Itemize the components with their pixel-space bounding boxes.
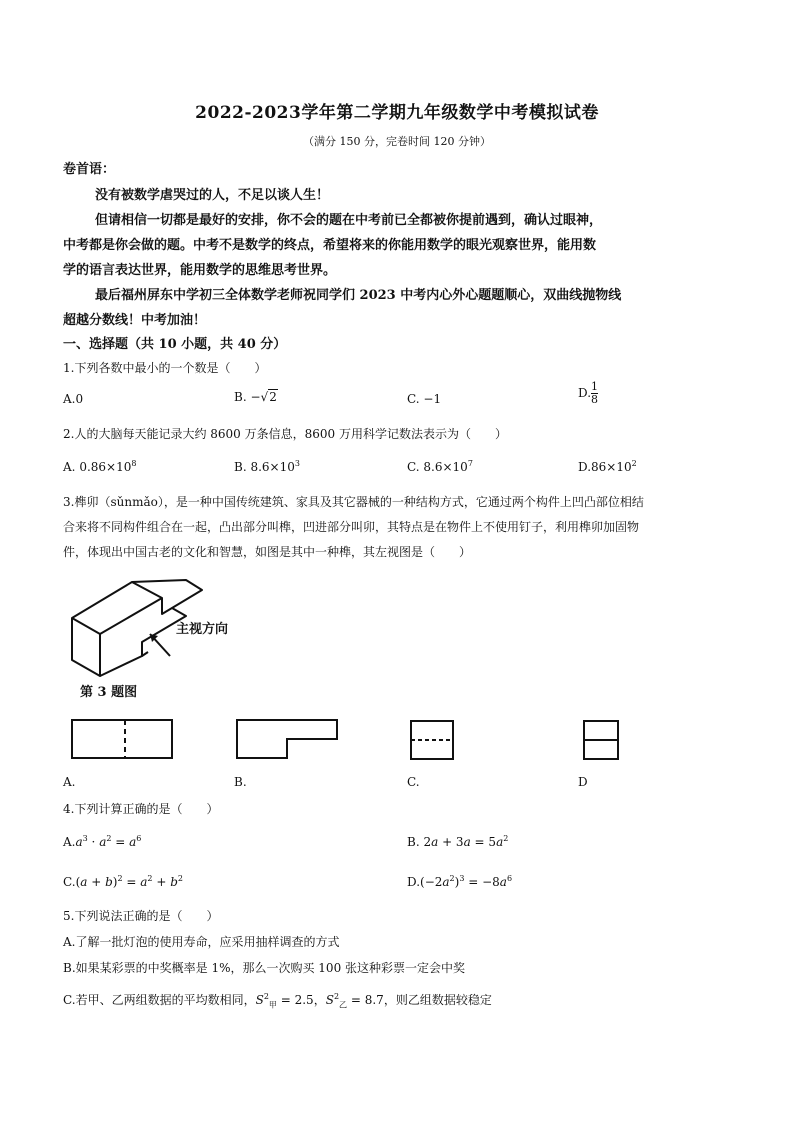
preface-line: 没有被数学虐哭过的人，不足以谈人生！ bbox=[95, 188, 330, 203]
q5-option-c: C.若甲、乙两组数据的平均数相同，$S^2_甲 = 2.5$，$S^2_乙 = 8.7$，则乙组数据较稳定 bbox=[63, 992, 492, 1010]
preface-line: 学的语言表达世界，能用数学的思维思考世界。 bbox=[63, 263, 337, 278]
q4-option-c: $C.(a + b)^2 = a^2 + b^2$ bbox=[63, 874, 183, 889]
tenon-figure bbox=[62, 576, 262, 686]
q2-option-a: A. $0.86\times 10^8$ bbox=[63, 459, 137, 474]
preface-line: 超越分数线！中考加油！ bbox=[63, 313, 207, 328]
q2-option-d: $D.86\times 10^2$ bbox=[578, 459, 637, 474]
section-heading: 一、选择题（共 10 小题，共 40 分） bbox=[63, 337, 287, 352]
preface-line: 但请相信一切都是最好的安排，你不会的题在中考前已全都被你提前遇到，确认过眼神， bbox=[95, 213, 603, 228]
question-1-stem: 1.下列各数中最小的一个数是（ ） bbox=[63, 361, 267, 375]
q3-option-d-figure bbox=[582, 719, 622, 761]
figure-caption: 第 3 题图 bbox=[80, 685, 138, 700]
q3-option-a-label: A. bbox=[63, 775, 76, 789]
page-title: 2022-2023学年第二学期九年级数学中考模拟试卷 bbox=[195, 103, 599, 123]
preface-line: 最后福州屏东中学初三全体数学老师祝同学们 2023 中考内心外心题题顺心，双曲线抛物线 bbox=[95, 288, 622, 303]
q4-option-b: B. $2a + 3a = 5a^2$ bbox=[407, 834, 509, 849]
q1-option-b: B. −√2 bbox=[234, 390, 277, 404]
q1-option-c: C. −1 bbox=[407, 392, 442, 406]
q3-option-a-figure bbox=[70, 717, 174, 761]
q3-option-b-label: B. bbox=[234, 775, 247, 789]
question-3-stem: 件，体现出中国古老的文化和智慧，如图是其中一种榫，其左视图是（ ） bbox=[63, 545, 472, 559]
page-subtitle: （满分 150 分，完卷时间 120 分钟） bbox=[303, 135, 491, 148]
q1-option-d: D. $\frac{1}{8}$ bbox=[578, 380, 599, 406]
preface-line: 中考都是你会做的题。中考不是数学的终点，希望将来的你能用数学的眼光观察世界，能用数 bbox=[63, 238, 597, 253]
q3-option-c-figure bbox=[409, 719, 457, 761]
q3-option-b-figure bbox=[235, 717, 341, 761]
q3-option-d-label: D bbox=[578, 775, 588, 789]
q5-option-a: A.了解一批灯泡的使用寿命，应采用抽样调查的方式 bbox=[63, 935, 340, 949]
question-2-stem: 2.人的大脑每天能记录大约 8600 万条信息，8600 万用科学记数法表示为（ ） bbox=[63, 427, 507, 441]
q3-option-c-label: C. bbox=[407, 775, 420, 789]
figure-direction-label: 主视方向 bbox=[176, 622, 229, 637]
q5-option-b: B.如果某彩票的中奖概率是 1%，那么一次购买 100 张这种彩票一定会中奖 bbox=[63, 961, 466, 975]
preface-label: 卷首语： bbox=[63, 162, 116, 177]
q4-option-d: $D.(-2a^2)^3 = -8a^6$ bbox=[407, 874, 513, 889]
q1-option-a: A.0 bbox=[63, 392, 84, 406]
question-5-stem: 5.下列说法正确的是（ ） bbox=[63, 909, 219, 923]
question-3-stem: 3.榫卯（sǔnmǎo），是一种中国传统建筑、家具及其它器械的一种结构方式，它通过两个构件上凹凸部位相结 bbox=[63, 495, 644, 509]
q4-option-a: $A.a^3 \cdot a^2 = a^6$ bbox=[63, 834, 142, 849]
q2-option-c: C. $8.6\times 10^7$ bbox=[407, 459, 473, 474]
question-3-stem: 合来将不同构件组合在一起，凸出部分叫榫，凹进部分叫卯，其特点是在物件上不使用钉子，利用榫卯加固物 bbox=[63, 520, 640, 534]
question-4-stem: 4.下列计算正确的是（ ） bbox=[63, 802, 219, 816]
q2-option-b: B. $8.6\times 10^3$ bbox=[234, 459, 300, 474]
